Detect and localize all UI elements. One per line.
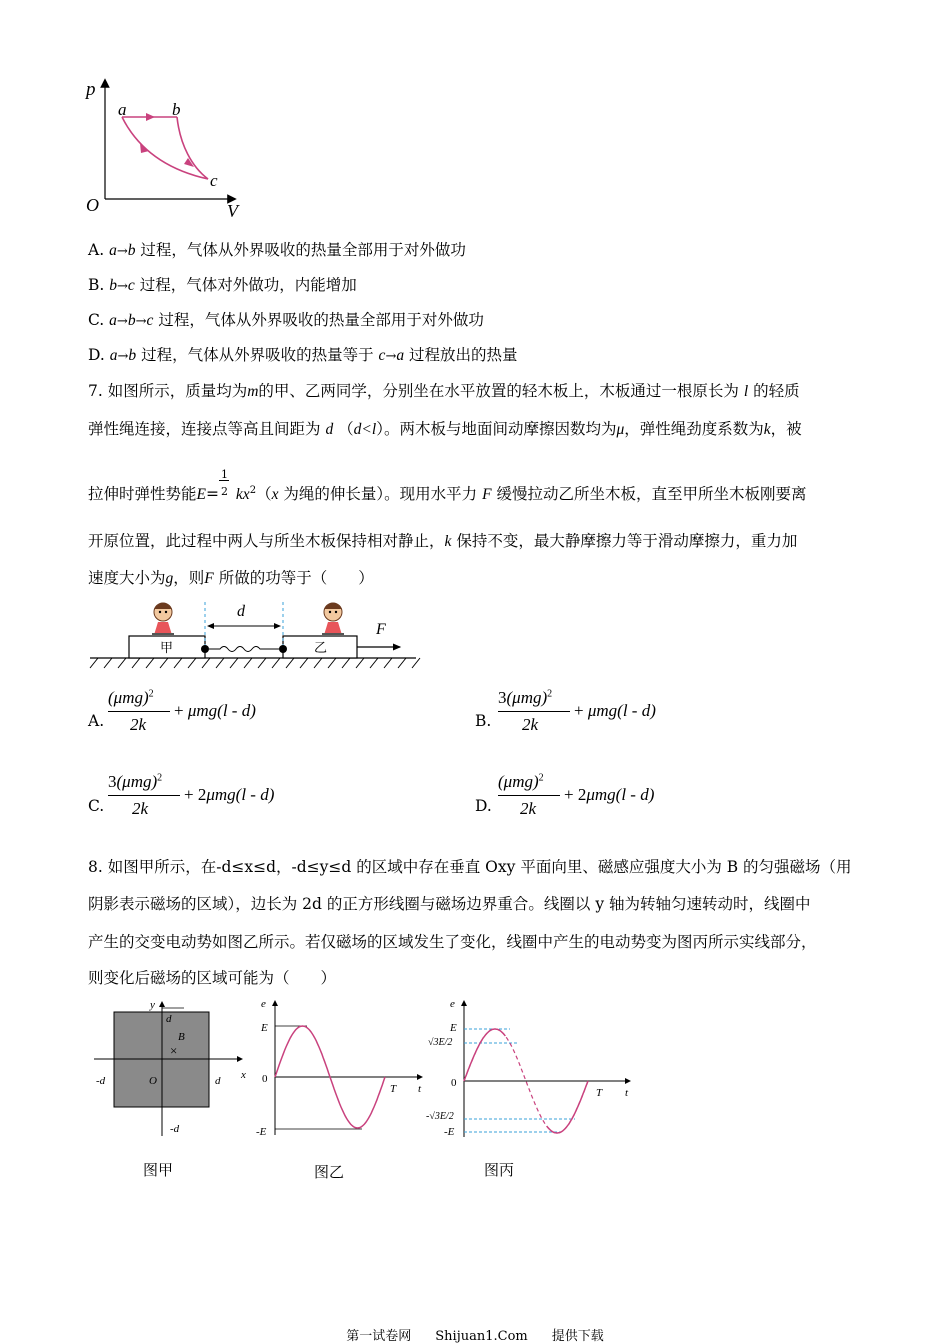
zero-label: 0 <box>262 1073 268 1085</box>
e-min-label: -E <box>256 1126 267 1138</box>
fig-bing-emf-graph <box>420 995 640 1145</box>
q7-stem-line5: 速度大小为g，则F 所做的功等于（ ） <box>88 569 374 587</box>
q7-stem-line4: 开原位置，此过程中两人与所坐木板保持相对静止，k 保持不变，最大静摩擦力等于滑动摩擦力，重力加 <box>88 532 798 550</box>
neg-sqrt3e2-label: -√3E/2 <box>426 1111 454 1122</box>
sqrt3e2-label: √3E/2 <box>428 1037 453 1048</box>
board-yi-label: 乙 <box>314 640 328 655</box>
q7-stem-line2: 弹性绳连接，连接点等高且间距为 d （d<l）。两木板与地面间动摩擦因数均为μ，弹性绳劲度系数为k，被 <box>88 420 802 438</box>
person-jia-icon <box>152 603 174 635</box>
f-label: F <box>376 621 386 638</box>
footer <box>0 1325 950 1344</box>
q6-option-d: D. a→b 过程，气体从外界吸收的热量等于 c→a 过程放出的热量 <box>88 346 518 364</box>
fig-yi-emf-graph <box>250 995 430 1145</box>
fig-yi-caption: 图乙 <box>314 1163 345 1181</box>
b-label: B <box>178 1031 185 1043</box>
origin-label: O <box>149 1075 157 1087</box>
q6-option-b: B. b→c 过程，气体对外做功，内能增加 <box>88 276 357 294</box>
point-a-label: a <box>118 100 127 119</box>
e-max-label: E <box>261 1022 268 1034</box>
e-min-label: -E <box>444 1126 455 1138</box>
q8-stem-line3: 产生的交变电动势如图乙所示。若仅磁场的区域发生了变化，线圈中产生的电动势变为图丙所示实线部分， <box>88 933 817 951</box>
q8-stem-line4: 则变化后磁场的区域可能为（ ） <box>88 969 337 987</box>
period-label: T <box>596 1087 603 1099</box>
pv-diagram <box>80 75 250 225</box>
zero-label: 0 <box>451 1077 457 1089</box>
footer-right: 提供下载 <box>551 1329 604 1344</box>
person-yi-icon <box>322 603 344 635</box>
e-label: e <box>261 998 266 1010</box>
v-axis-label: V <box>227 201 238 221</box>
solid-curve-second <box>547 1081 588 1133</box>
rope-end-left <box>201 645 209 653</box>
footer-left: 第一试卷网 <box>346 1329 412 1344</box>
e-label: e <box>450 998 455 1010</box>
fig-bing-caption: 图丙 <box>484 1161 515 1179</box>
q7-option-a-label: A. <box>88 712 105 730</box>
board-jia-label: 甲 <box>160 640 174 655</box>
x-label: x <box>241 1069 246 1081</box>
origin-label: O <box>86 195 99 215</box>
t-label: t <box>625 1087 629 1099</box>
q7-stem-line1: 7. 如图所示，质量均为m的甲、乙两同学，分别坐在水平放置的轻木板上，木板通过一根原长为 l 的轻质 <box>88 382 800 400</box>
point-b-label: b <box>172 100 181 119</box>
d-label: d <box>237 603 245 620</box>
q7-option-b-label: B. <box>475 712 492 730</box>
fig-jia-magnetic-field <box>92 998 252 1143</box>
neg-d-bottom-label: -d <box>170 1123 180 1135</box>
point-c-label: c <box>210 171 218 190</box>
fig-jia-caption: 图甲 <box>143 1161 174 1179</box>
e-max-label: E <box>450 1022 457 1034</box>
pv-cycle-curve <box>122 117 208 179</box>
y-label: y <box>150 999 155 1011</box>
d-right-label: d <box>215 1075 221 1087</box>
p-axis-label: p <box>86 79 96 100</box>
arrow-ca <box>140 143 149 153</box>
solid-curve-first <box>464 1029 505 1081</box>
q7-boards-figure <box>88 598 423 676</box>
q8-stem-line2: 阴影表示磁场的区域），边长为 2d 的正方形线圈与磁场边界重合。线圈以 y 轴为转轴匀速转动时，线圈中 <box>88 895 811 913</box>
d-top-label: d <box>166 1013 172 1025</box>
t-label: t <box>418 1083 422 1095</box>
rope-end-right <box>279 645 287 653</box>
q8-stem-line1: 8. 如图甲所示，在-d≤x≤d，-d≤y≤d 的区域中存在垂直 Oxy 平面向里、磁感应强度大小为 B 的匀强磁场（用 <box>88 858 852 876</box>
q7-option-d-label: D. <box>475 797 492 815</box>
q7-stem-line3: 拉伸时弹性势能E= $\frac{1}{2}$ $kx^2(x$ 为绳的伸长量）。现用水平力 F 缓慢拉动乙所坐木板，直至甲所坐木板刚要离 <box>88 468 807 504</box>
q6-option-a: A. a→b 过程，气体从外界吸收的热量全部用于对外做功 <box>88 241 466 259</box>
elastic-rope <box>209 647 279 652</box>
cross-icon: × <box>170 1043 178 1058</box>
period-label: T <box>390 1083 397 1095</box>
neg-d-left-label: -d <box>96 1075 106 1087</box>
arrow-ab <box>146 113 155 121</box>
footer-link[interactable]: Shijuan1.Com <box>435 1329 528 1344</box>
q6-option-c: C. a→b→c 过程，气体从外界吸收的热量全部用于对外做功 <box>88 311 484 329</box>
ground-hatch <box>90 658 420 668</box>
q7-option-c-label: C. <box>88 797 105 815</box>
